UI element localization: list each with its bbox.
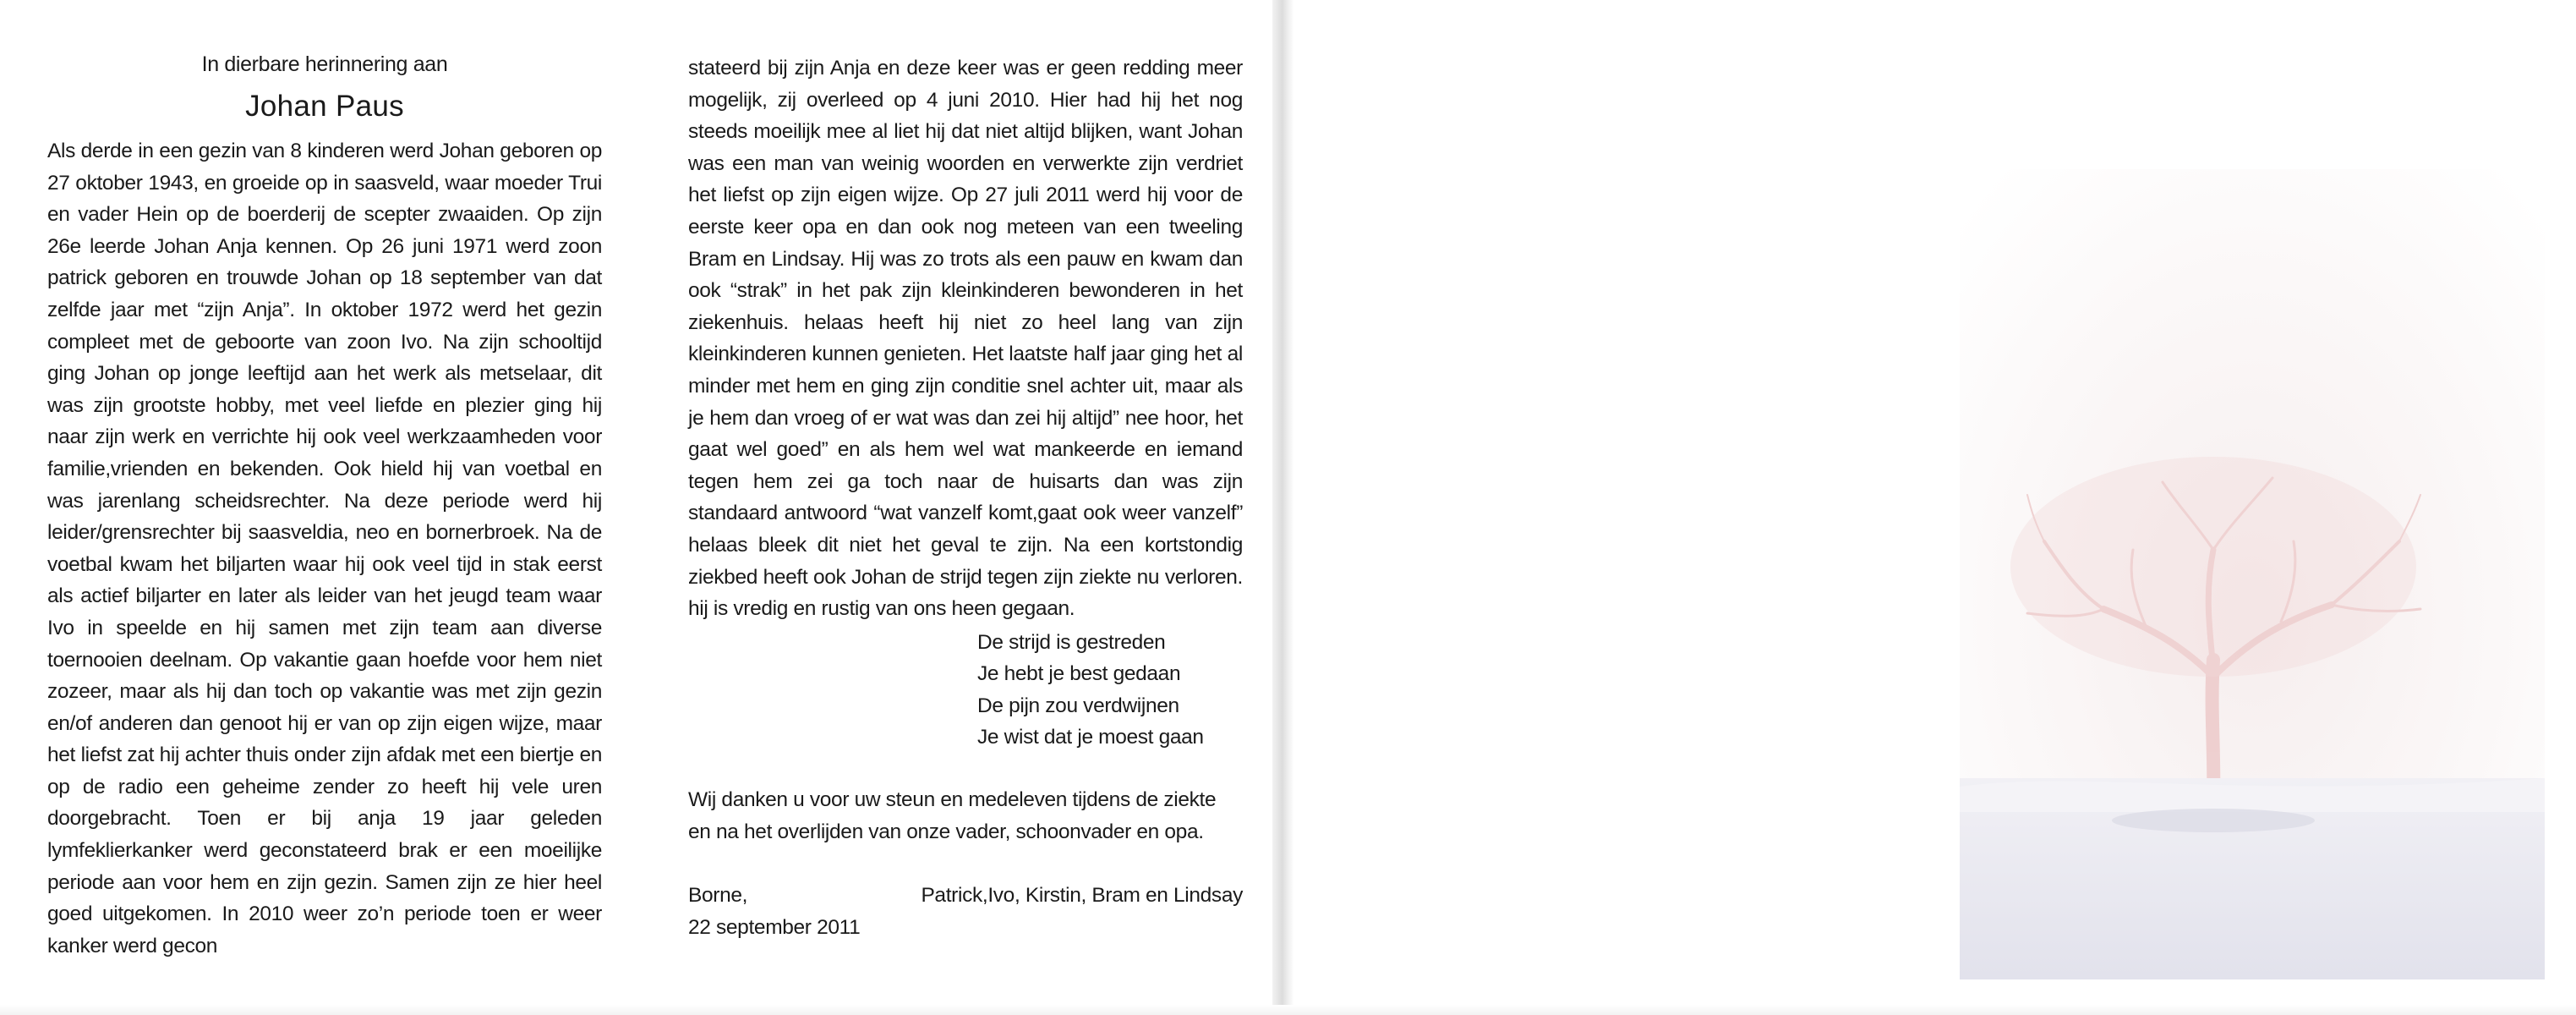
thank-you-text: Wij danken u voor uw steun en medeleven tijdens de ziekte en na het overlijden van onze vader, schoonvader en opa. (688, 788, 1217, 843)
poem-line: De strijd is gestreden (977, 630, 1166, 654)
poem (977, 627, 1243, 754)
tree-in-snow-illustration (1960, 169, 2545, 979)
family-names: Patrick,Ivo, Kirstin, Bram en Lindsay (921, 884, 1243, 908)
date: 22 september 2011 (688, 916, 861, 940)
page-bottom-edge (0, 1005, 2576, 1015)
poem-line: Je wist dat je moest gaan (977, 726, 1204, 749)
place: Borne, (688, 884, 748, 908)
right-column (688, 52, 1243, 944)
card-inside-page (0, 0, 1279, 1015)
poem-line: Je hebt je best gedaan (977, 662, 1181, 686)
biography-text-part-1: Als derde in een gezin van 8 kinderen werd Johan geboren op 27 oktober 1943, en groeide op in saasveld, waar moeder Trui en vader Hein op de boerderij de scepter zwaaiden. Op zijn 26e leerde Johan Anja kennen. Op 26 juni 1971 werd zoon patrick geboren en trouwde Johan op 18 september van dat zelfde jaar met “zijn Anja”. In oktober 1972 werd het gezin compleet met de geboorte van zoon Ivo. Na zijn schooltijd ging Johan op jonge leeftijd aan het werk als metselaar, dit was zijn grootste hobby, met veel liefde en plezier ging hij naar zijn werk en verrichte hij ook veel werkzaamheden voor familie,vrienden en bekenden. Ook hield hij van voetbal en was jarenlang scheidsrechter. Na deze periode werd hij leider/grensrechter bij saasveldia, neo en bornerbroek. Na de voetbal kwam het biljarten waar hij ook veel tijd in stak eerst als actief biljarter en later als leider van het jeugd team waar Ivo in speelde en hij samen met zijn team aan diverse toernooien deelnam. Op vakantie gaan hoefde voor hem niet zozeer, maar als hij dan toch op vakantie was met zijn gezin en/of anderen dan genoot hij er van op zijn eigen wijze, maar het liefst zat hij achter thuis onder zijn afdak met een biertje en op de radio een geheime zender zo heeft hij vele uren doorgebracht. Toen er bij anja 19 jaar geleden lymfeklierkanker werd geconstateerd brak er een moeilijke periode aan voor hem en zijn gezin. Samen zijn ze hier heel goed uitgekomen. In 2010 weer zo’n periode toen er weer kanker werd gecon (47, 140, 602, 957)
memory-heading: In dierbare herinnering aan (201, 52, 448, 76)
biography-text-part-2: stateerd bij zijn Anja en deze keer was er geen redding meer mogelijk, zij overleed op 4 juni 2010. Hier had hij het nog steeds moeilijk mee al liet hij dat niet altijd blijken, want Johan was een man van weinig woorden en verwerkte zijn verdriet het liefst op zijn eigen wijze. Op 27 juli 2011 werd hij voor de eerste keer opa en dan ook nog meteen van een tweeling Bram en Lindsay. Hij was zo trots als een pauw en kwam dan ook “strak” in het pak zijn kleinkinderen bewonderen in het ziekenhuis. helaas heeft hij niet zo heel lang van zijn kleinkinderen kunnen genieten. Het laatste half jaar ging het al minder met hem en ging zijn conditie snel achter uit, maar als je hem dan vroeg of er wat was dan zei hij altijd” nee hoor, het gaat wel goed” en als hem wel wat mankeerde en iemand tegen hem zei ga toch naar de huisarts dan was zijn standaard antwoord “wat vanzelf komt,gaat ook weer vanzelf” helaas bleek dit niet het geval te zijn. Na een kortstondig ziekbed heeft ook Johan de strijd tegen zijn ziekte nu verloren. hij is vredig en rustig van ons heen gegaan. (688, 57, 1243, 621)
card-fold (1272, 0, 1294, 1015)
signature-block (688, 880, 1243, 944)
poem-line: De pijn zou verdwijnen (977, 694, 1179, 717)
left-column (47, 49, 602, 962)
deceased-name: Johan Paus (245, 90, 404, 123)
